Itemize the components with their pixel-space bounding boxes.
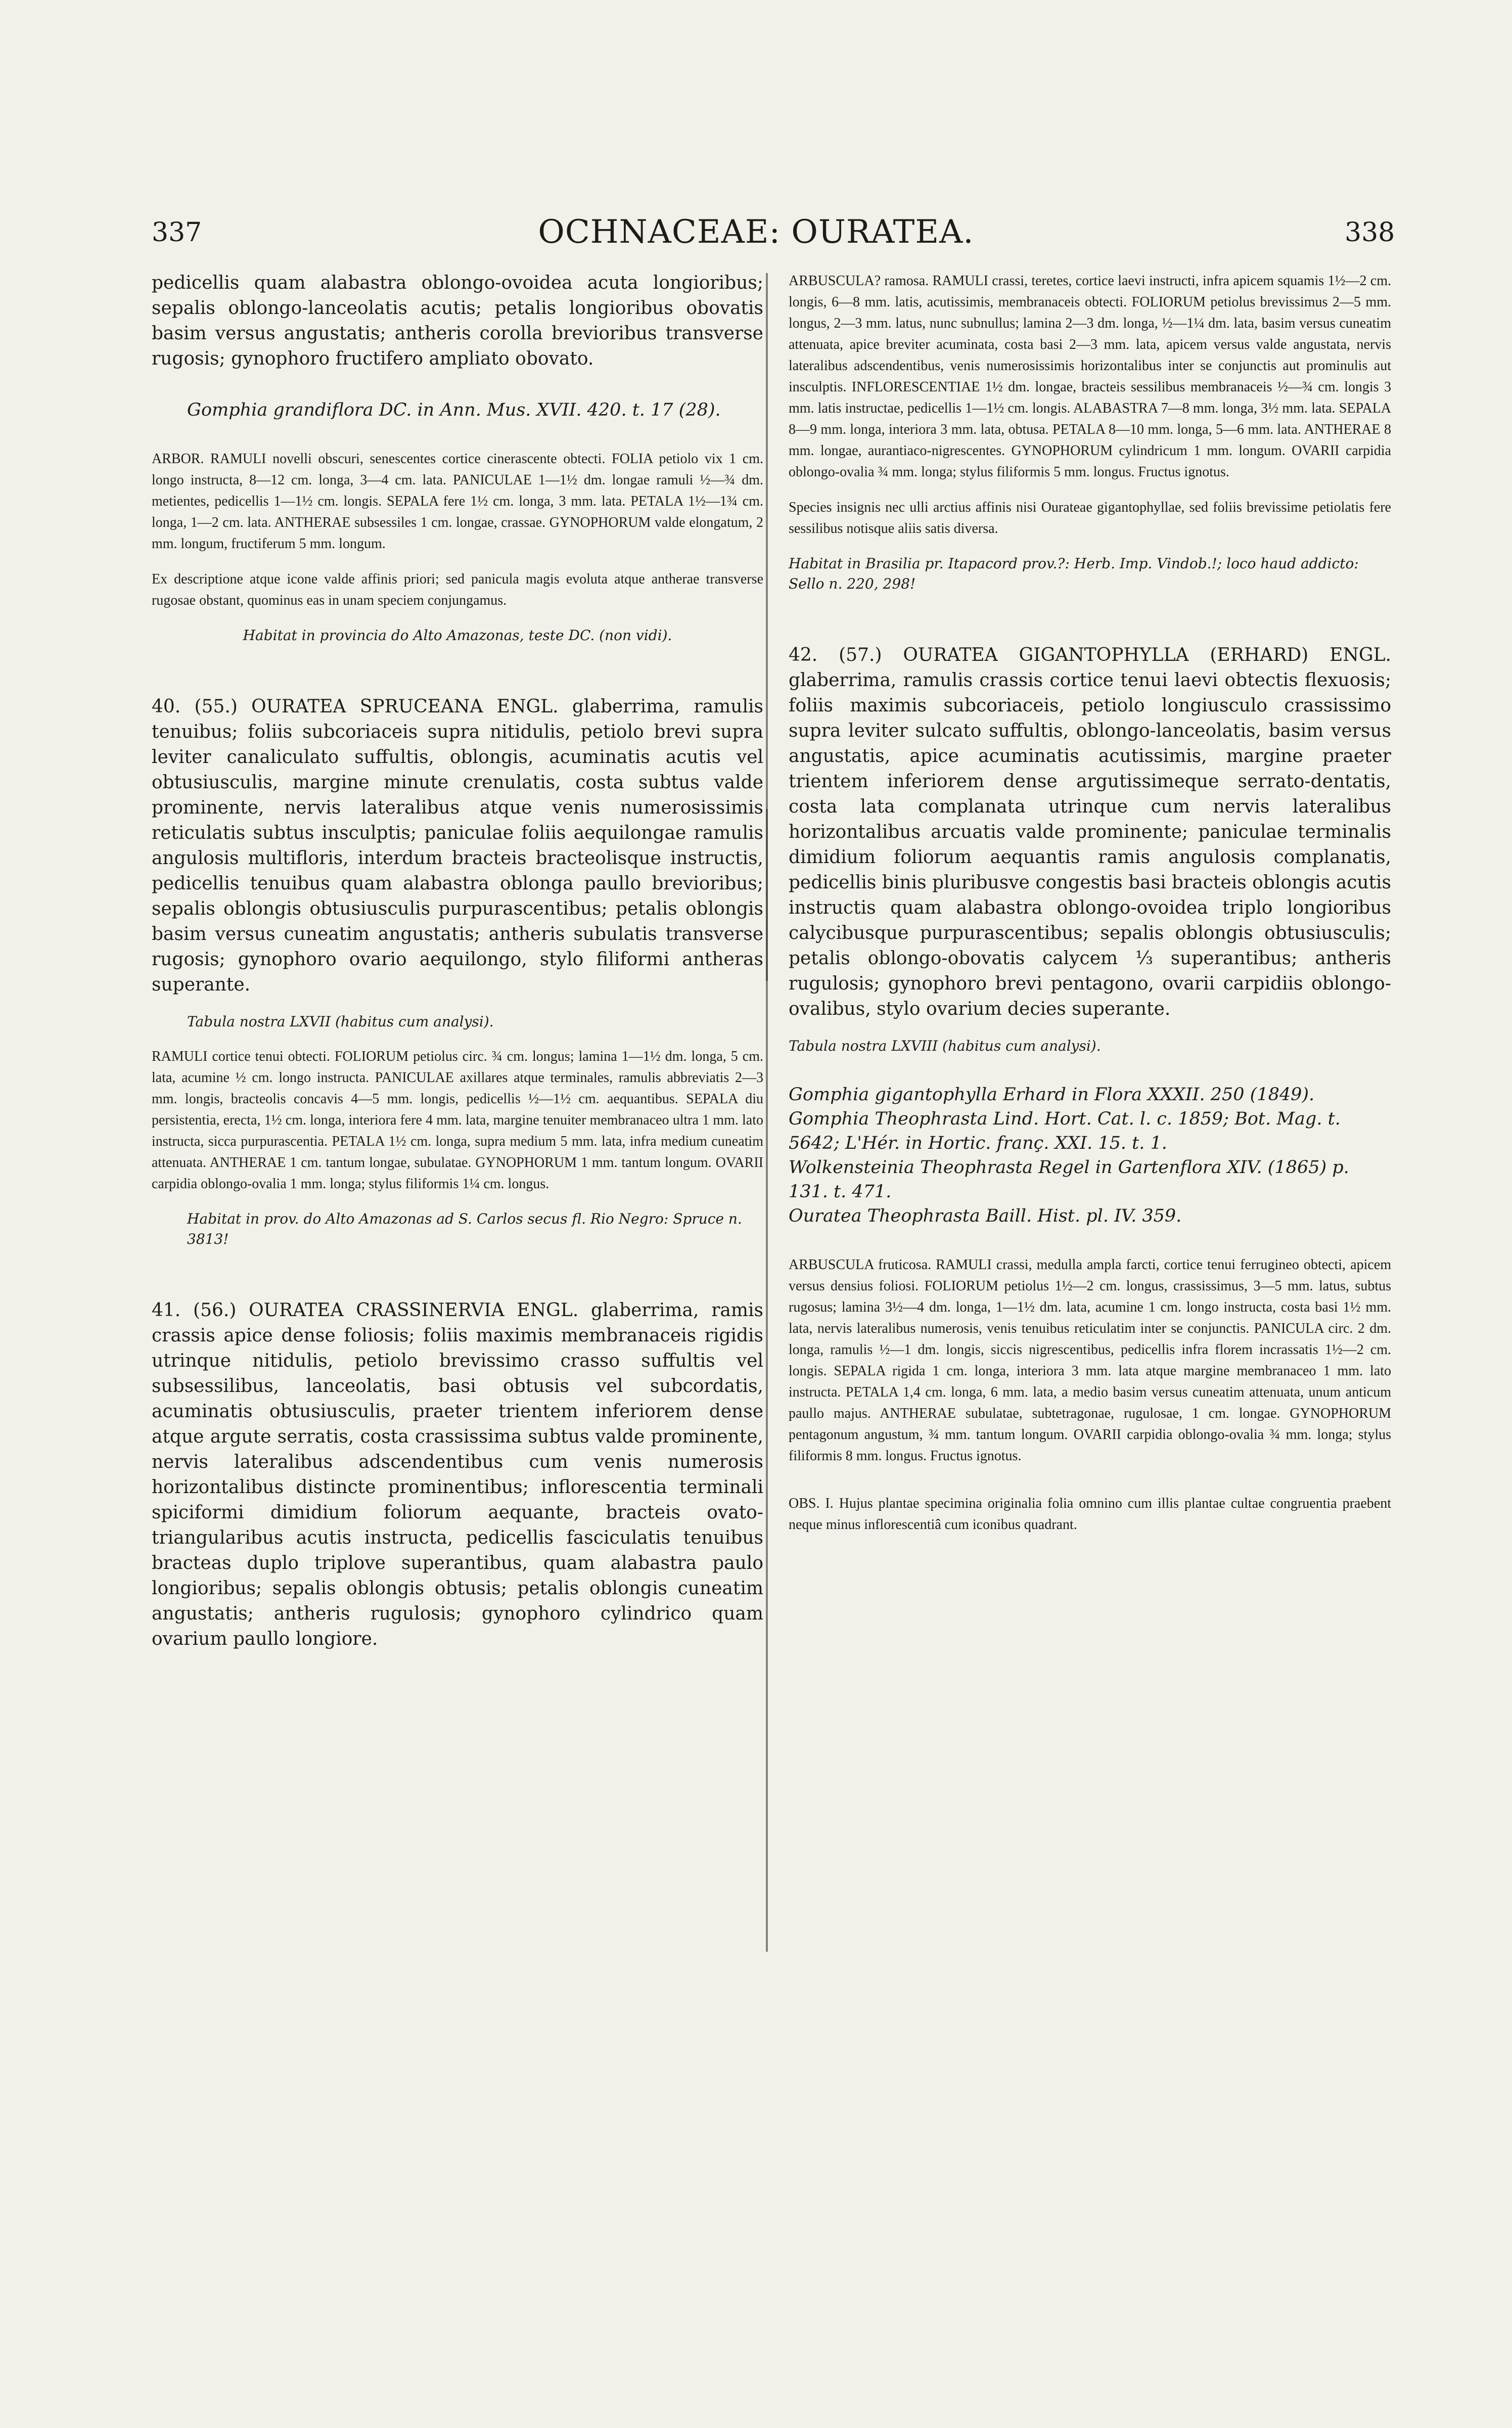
species-42-description: ARBUSCULA fruticosa. RAMULI crassi, medulla ampla farcti, cortice tenui ferrugineo obtecti, apicem versus densius foliosi. FOLIORUM petiolus 1½—2 cm. longus, crassissimus, 3—5 mm. latus, subtus rugosus; lamina 3½—4 dm. longa, 1—1½ dm. lata, acumine 1 cm. longo instructa, costa basi 1½ mm. lata, nervis lateralibus numerosis, venis tenuibus reticulatim inter se conjunctis. PANICULA circ. 2 dm. longa, ramulis ½—1 dm. longis, siccis nigrescentibus, pedicellis infra florem incrassatis 1½—2 cm. longis. SEPALA rigida 1 cm. longa, interiora 3 mm. lata atque margine membranaceo 1 mm. lato instructa. PETALA 1,4 cm. longa, 6 mm. lata, a medio basim versus cuneatim attenuata, unum anticum paullo majus. ANTHERAE subulatae, subtetragonae, rugulosae, 1 cm. longae. GYNOPHORUM pentagonum angustum, ¾ mm. tantum longum. OVARII carpidia oblongo-ovalia ¾ mm. longa; stylus filiformis 8 mm. longus. Fructus ignotus. bbox=[789, 1257, 1391, 1464]
synonym-1: Gomphia gigantophylla Erhard in Flora XXXII. 250 (1849). bbox=[789, 1085, 1315, 1105]
column-rule-lower bbox=[766, 809, 768, 1952]
plate-reference-40: Tabula nostra LXVII (habitus cum analysi). bbox=[187, 1013, 494, 1030]
page-number-left: 337 bbox=[152, 217, 202, 248]
species-42-observation: OBS. I. Hujus plantae specimina originalia folia omnino cum illis plantae cultae congruentia praebent neque minus inflorescentiâ cum iconibus quadrant. bbox=[789, 1496, 1391, 1533]
plate-reference-42: Tabula nostra LXVIII (habitus cum analysi). bbox=[789, 1038, 1101, 1054]
species-description: ARBOR. RAMULI novelli obscuri, senescentes cortice cinerascente obtecti. FOLIA petiolo vix 1 cm. longo instructa, 8—12 cm. longa, 3—4 cm. lata. PANICULAE 1—1½ dm. longae ramuli ½—¾ dm. metientes, pedicellis 1—1½ cm. longis. SEPALA fere 1½ cm. longa, 3 mm. lata. PETALA 1½—1¾ cm. longa, 1—2 cm. lata. ANTHERAE subsessiles 1 cm. longae, crassae. GYNOPHORUM valde elongatum, 2 mm. longum, fructiferum 5 mm. longum. bbox=[152, 451, 763, 552]
species-41-note: Species insignis nec ulli arctius affinis nisi Ourateae gigantophyllae, sed foliis brevissime petiolatis fere sessilibus notisque aliis satis diversa. bbox=[789, 500, 1391, 536]
synonym-2: Gomphia Theophrasta Lind. Hort. Cat. l. c. 1859; Bot. Mag. t. 5642; L'Hér. in Hortic. franç. XXI. 15. t. 1. bbox=[789, 1109, 1341, 1153]
species-40-habitat: Habitat in prov. do Alto Amazonas ad S. Carlos secus fl. Rio Negro: Spruce n. 3813! bbox=[187, 1210, 742, 1247]
page-number-right: 338 bbox=[1345, 217, 1395, 248]
species-42-diagnosis: 42. (57.) OURATEA GIGANTOPHYLLA (ERHARD) ENGL. glaberrima, ramulis crassis cortice tenui laevi obtectis flexuosis; foliis maximis subcoriaceis, petiolo longiusculo crassissimo supra leviter sulcato suffultis, oblongo-lanceolatis, basim versus angustatis, apice acuminatis acutissimis, margine praeter trientem inferiorem dense argutissimeque serrato-dentatis, costa lata complanata utrinque cum nervis lateralibus horizontalibus arcuatis valde prominente; paniculae terminalis dimidium foliorum aequantis ramis angulosis complanatis, pedicellis binis pluribusve congestis basi bracteis oblongis acutis instructis quam alabastra oblongo-ovoidea triplo longioribus calycibusque purpurascentibus; sepalis oblongis obtusiusculis; petalis oblongo-obovatis calycem ⅓ superantibus; antheris rugulosis; gynophoro brevi pentagono, ovarii carpidiis oblongo-ovalibus, stylo ovarium decies superante. bbox=[789, 645, 1391, 1019]
species-41-habitat: Habitat in Brasilia pr. Itapacord prov.?: Herb. Imp. Vindob.!; loco haud addicto: Sello n. 220, 298! bbox=[789, 555, 1359, 592]
habitat-note: Habitat in provincia do Alto Amazonas, teste DC. (non vidi). bbox=[243, 627, 672, 644]
synonym-3: Wolkensteinia Theophrasta Regel in Gartenflora XIV. (1865) p. 131. t. 471. bbox=[789, 1157, 1349, 1202]
continued-diagnosis: pedicellis quam alabastra oblongo-ovoidea acuta longioribus; sepalis oblongo-lanceolatis acutis; petalis longioribus obovatis basim versus angustatis; antheris corolla brevioribus transverse rugosis; gynophoro fructifero ampliato obovato. bbox=[152, 273, 763, 369]
left-column bbox=[152, 271, 763, 1652]
species-note: Ex descriptione atque icone valde affinis priori; sed panicula magis evoluta atque antherae transverse rugosae obstant, quominus eas in unam speciem conjungamus. bbox=[152, 571, 763, 608]
synonym-citation: Gomphia grandiflora DC. in Ann. Mus. XVII. 420. t. 17 (28). bbox=[187, 400, 721, 420]
right-column bbox=[789, 271, 1391, 1536]
species-40-description: RAMULI cortice tenui obtecti. FOLIORUM petiolus circ. ¾ cm. longus; lamina 1—1½ dm. longa, 5 cm. lata, acumine ½ cm. longo instructa. PANICULAE axillares atque terminales, ramulis abbreviatis 2—3 mm. longis, bracteolis concavis 4—5 mm. longis, pedicellis ½—1½ cm. aequantibus. SEPALA diu persistentia, erecta, 1½ cm. longa, interiora fere 4 mm. lata, margine tenuiter membranaceo ultra 1 mm. lato instructa, sicca purpurascentia. PETALA 1½ cm. longa, supra medium 5 mm. lata, infra medium cuneatim attenuata. ANTHERAE 1 cm. tantum longae, subulatae. GYNOPHORUM 1 mm. tantum longum. OVARII carpidia oblongo-ovalia 1 mm. longa; stylus filiformis 1¼ cm. longus. bbox=[152, 1049, 763, 1192]
species-40-diagnosis: 40. (55.) OURATEA SPRUCEANA ENGL. glaberrima, ramulis tenuibus; foliis subcoriaceis supra nitidulis, petiolo brevi supra leviter canaliculato suffultis, oblongis, acuminatis acutis vel obtusiusculis, margine minute crenulatis, costa subtus valde prominente, nervis lateralibus atque venis numerosissimis reticulatis subtus insculptis; paniculae foliis aequilongae ramulis angulosis multifloris, interdum bracteis bracteolisque instructis, pedicellis tenuibus quam alabastra oblonga paullo brevioribus; sepalis oblongis obtusiusculis purpurascentibus; petalis oblongis basim versus cuneatim angustatis; antheris subulatis transverse rugosis; gynophoro ovario aequilongo, stylo filiformi antheras superante. bbox=[152, 696, 763, 995]
running-title: OCHNACEAE: OURATEA. bbox=[538, 213, 974, 251]
species-41-diagnosis: 41. (56.) OURATEA CRASSINERVIA ENGL. glaberrima, ramis crassis apice dense foliosis; foliis maximis membranaceis rigidis utrinque nitidulis, petiolo brevissimo crasso suffultis vel subsessilibus, lanceolatis, basi obtusis vel subcordatis, acuminatis obtusiusculis, praeter trientem inferiorem dense atque argute serratis, costa crassissima subtus valde prominente, nervis lateralibus adscendentibus cum venis numerosis horizontalibus distincte prominentibus; inflorescentia terminali spiciformi dimidium foliorum aequante, bracteis ovato-triangularibus acutis instructa, pedicellis fasciculatis tenuibus bracteas duplo triplove superantibus, quam alabastra paulo longioribus; sepalis oblongis obtusis; petalis oblongis cuneatim angustatis; antheris rugulosis; gynophoro cylindrico quam ovarium paullo longiore. bbox=[152, 1300, 763, 1649]
running-header bbox=[0, 213, 1512, 258]
synonym-4: Ouratea Theophrasta Baill. Hist. pl. IV. 359. bbox=[789, 1206, 1182, 1226]
species-41-description: ARBUSCULA? ramosa. RAMULI crassi, teretes, cortice laevi instructi, infra apicem squamis 1½—2 cm. longis, 6—8 mm. latis, acutissimis, membranaceis obtecti. FOLIORUM petiolus brevissimus 2—5 mm. longus, 2—3 mm. latus, nunc subnullus; lamina 2—3 dm. longa, ½—1¼ dm. lata, basim versus cuneatim attenuata, apice breviter acuminata, costa basi 2—3 mm. lata, apicem versus valde angustata, nervis lateralibus adscendentibus, venis numerosissimis horizontalibus inter se conjunctis aut prominulis aut insculptis. INFLORESCENTIAE 1½ dm. longae, bracteis sessilibus membranaceis ½—¾ cm. longis 3 mm. latis instructae, pedicellis 1—1½ cm. longis. ALABASTRA 7—8 mm. longa, 3½ mm. lata. SEPALA 8—9 mm. longa, interiora 3 mm. lata, obtusa. PETALA 8—10 mm. longa, 5—6 mm. lata. ANTHERAE 8 mm. longae, aurantiaco-nigrescentes. GYNOPHORUM cylindricum 1 mm. longum. OVARII carpidia oblongo-ovalia ¾ mm. longa; stylus filiformis 5 mm. longus. Fructus ignotus. bbox=[789, 273, 1391, 480]
